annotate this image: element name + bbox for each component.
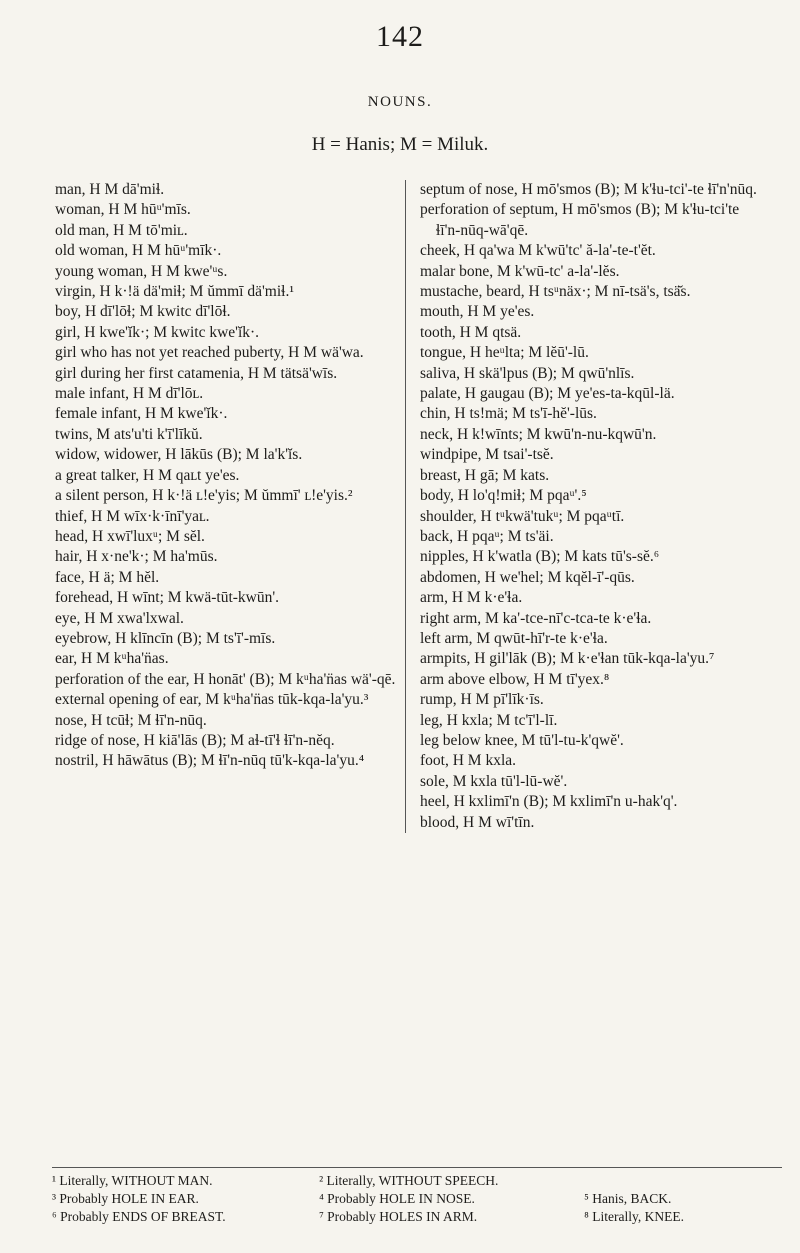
vocab-entry: virgin, H k·!ä dä'miɬ; M ŭmmī dä'miɬ.¹ bbox=[55, 283, 294, 301]
vocab-entry: tooth, H M qtsä. bbox=[420, 323, 522, 341]
vocab-entry: tongue, H heᵘlta; M lĕū'-lū. bbox=[420, 344, 589, 362]
footnote: ⁶ Probably ENDS OF BREAST. bbox=[52, 1209, 226, 1224]
vocab-entry: a silent person, H k·!ä ʟ!e'yis; M ŭmmī' ʟ!e'yis.² bbox=[55, 487, 353, 505]
vocab-entry: face, H ä; M hĕl. bbox=[55, 568, 160, 586]
abbreviation-legend: H = Hanis; M = Miluk. bbox=[311, 134, 489, 155]
footnote-row bbox=[52, 1172, 782, 1190]
vocab-entry: female infant, H M kwe'ĭk·. bbox=[55, 405, 228, 423]
footnotes bbox=[52, 1167, 782, 1226]
vocab-entry: heel, H kxlimī'n (B); M kxlimī'n u-hak'q'. bbox=[420, 793, 678, 811]
footnote bbox=[584, 1172, 782, 1190]
vocab-entry: woman, H M hūᵘ'mīs. bbox=[55, 201, 191, 219]
vocab-entry: shoulder, H tᵘkwä'tukᵘ; M pqaᵘtī. bbox=[420, 507, 625, 525]
footnote: ⁸ Literally, KNEE. bbox=[584, 1209, 684, 1224]
vocab-entry: arm above elbow, H M tī'yex.⁸ bbox=[420, 670, 610, 688]
vocab-entry: mustache, beard, H tsᵘnäx·; M nī-tsä's, tsä̆s. bbox=[420, 283, 691, 301]
vocab-entry: chin, H ts!mä; M ts'ī-hĕ'-lūs. bbox=[420, 405, 597, 423]
vocab-entry: head, H xwī'luxᵘ; M sĕl. bbox=[55, 527, 205, 545]
vocab-entry: rump, H M pī'līk·īs. bbox=[420, 691, 544, 709]
vocab-entry: windpipe, M tsai'-tsĕ. bbox=[420, 446, 554, 464]
vocab-entry: malar bone, M k'wū-tc' a-la'-lĕs. bbox=[420, 262, 620, 280]
footnote: ¹ Literally, WITHOUT MAN. bbox=[52, 1173, 213, 1188]
vocabulary-columns bbox=[55, 180, 770, 833]
vocab-entry: old man, H M tō'miʟ. bbox=[55, 221, 188, 239]
vocab-entry: girl during her first catamenia, H M tätsä'wīs. bbox=[55, 364, 338, 382]
vocab-entry: widow, widower, H lākūs (B); M la'k'ĭs. bbox=[55, 446, 303, 464]
vocab-entry: sole, M kxla tū'l-lū-wĕ'. bbox=[420, 772, 568, 790]
vocab-entry: foot, H M kxla. bbox=[420, 752, 517, 770]
vocab-entry: male infant, H M dī'lōʟ. bbox=[55, 385, 204, 403]
vocab-entry: ridge of nose, H kiā'lās (B); M aɬ-tī'ɬ ɬī'n-nĕq. bbox=[55, 731, 335, 749]
vocab-entry: cheek, H qa'wa M k'wū'tc' ă-la'-te-t'ĕt. bbox=[420, 242, 656, 260]
vocab-entry: thief, H M wīx·k·īnī'yaʟ. bbox=[55, 507, 210, 525]
vocab-entry: body, H lo'q!miɬ; M pqaᵘ'.⁵ bbox=[420, 487, 587, 505]
vocab-entry: nose, H tcūɬ; M ɬī'n-nūq. bbox=[55, 711, 207, 729]
vocab-entry: septum of nose, H mō'smos (B); M k'ɬu-tci'-te ɬī'n'nūq. bbox=[420, 181, 757, 198]
vocab-entry: ear, H M kᵘha'n̈as. bbox=[55, 650, 169, 668]
footnote-row bbox=[52, 1208, 782, 1226]
vocab-entry: forehead, H wīnt; M kwä-tūt-kwūn'. bbox=[55, 589, 280, 607]
footnote: ⁷ Probably HOLES IN ARM. bbox=[319, 1209, 478, 1224]
vocab-entry: armpits, H gil'lāk (B); M k·e'ɬan tūk-kqa-la'yu.⁷ bbox=[420, 650, 715, 668]
vocab-entry: breast, H gā; M kats. bbox=[420, 466, 550, 484]
vocab-entry: perforation of the ear, H honāt' (B); M kᵘha'n̈as wä'-qē. bbox=[55, 670, 396, 688]
vocab-entry: man, H M dā'miɬ. bbox=[55, 181, 165, 198]
vocab-entry: perforation of septum, H mō'smos (B); M k'ɬu-tci'te ɬī'n-nūq-wā'qē. bbox=[420, 201, 740, 239]
vocab-entry: leg, H kxla; M tc'ī'l-lī. bbox=[420, 711, 558, 729]
vocab-entry: nostril, H hāwātus (B); M ɬī'n-nūq tū'k-kqa-la'yu.⁴ bbox=[55, 752, 365, 770]
vocab-entry: right arm, M ka'-tce-nī'c-tca-te k·e'ɬa. bbox=[420, 609, 652, 627]
vocab-entry: twins, M ats'u'ti k'ī'līkŭ. bbox=[55, 425, 203, 443]
vocab-entry: eyebrow, H klīncīn (B); M ts'ī'-mīs. bbox=[55, 629, 276, 647]
vocab-entry: neck, H k!wīnts; M kwū'n-nu-kqwū'n. bbox=[420, 425, 657, 443]
vocab-entry: a great talker, H M qaʟt ye'es. bbox=[55, 466, 240, 484]
footnote: ⁴ Probably HOLE IN NOSE. bbox=[319, 1191, 475, 1206]
footnote: ⁵ Hanis, BACK. bbox=[584, 1191, 672, 1206]
vocab-entry: back, H pqaᵘ; M ts'äi. bbox=[420, 527, 554, 545]
vocab-entry: old woman, H M hūᵘ'mīk·. bbox=[55, 242, 222, 260]
vocab-entry: hair, H x·ne'k·; M ha'mūs. bbox=[55, 548, 218, 566]
vocab-entry: girl who has not yet reached puberty, H M wä'wa. bbox=[55, 344, 364, 362]
vocab-entry: boy, H dī'lōɬ; M kwitc dī'lōɬ. bbox=[55, 303, 231, 321]
vocab-entry: palate, H gaugau (B); M ye'es-ta-kqūl-lä. bbox=[420, 385, 675, 403]
vocab-entry: abdomen, H we'hel; M kqĕl-ī'-qūs. bbox=[420, 568, 635, 586]
vocab-entry: girl, H kwe'ĭk·; M kwitc kwe'ĭk·. bbox=[55, 323, 260, 341]
vocab-entry: young woman, H M kwe'ᵘs. bbox=[55, 262, 228, 280]
footnote-row bbox=[52, 1190, 782, 1208]
vocab-entry: mouth, H M ye'es. bbox=[420, 303, 535, 321]
vocab-entry: saliva, H skä'lpus (B); M qwū'nlīs. bbox=[420, 364, 635, 382]
vocab-entry: blood, H M wī'tīn. bbox=[420, 813, 535, 831]
vocab-entry: leg below knee, M tū'l-tu-k'qwĕ'. bbox=[420, 731, 624, 749]
vocab-entry: eye, H M xwa'lxwal. bbox=[55, 609, 184, 627]
vocab-entry: nipples, H k'watla (B); M kats tū's-sĕ.⁶ bbox=[420, 548, 660, 566]
section-title: NOUNS. bbox=[367, 94, 433, 110]
vocab-entry: arm, H M k·e'ɬa. bbox=[420, 589, 523, 607]
footnote: ² Literally, WITHOUT SPEECH. bbox=[319, 1173, 499, 1188]
page-number: 142 bbox=[376, 20, 424, 53]
left-column bbox=[55, 180, 405, 833]
footnote: ³ Probably HOLE IN EAR. bbox=[52, 1191, 199, 1206]
right-column bbox=[405, 180, 762, 833]
vocab-entry: external opening of ear, M kᵘha'n̈as tūk-kqa-la'yu.³ bbox=[55, 691, 369, 709]
vocab-entry: left arm, M qwūt-hī'r-te k·e'ɬa. bbox=[420, 629, 608, 647]
